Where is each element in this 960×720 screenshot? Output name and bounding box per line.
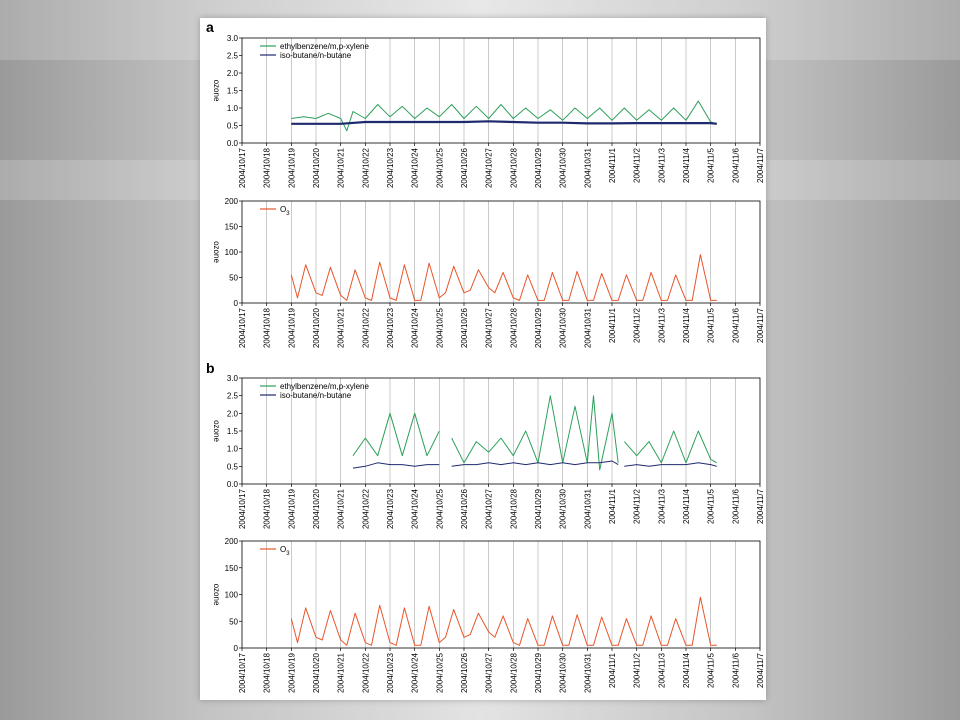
x-tick-label: 2004/11/5	[706, 308, 716, 343]
x-tick-label: 2004/10/20	[312, 148, 321, 189]
x-tick-label: 2004/11/6	[731, 308, 741, 343]
x-tick-label: 2004/11/6	[731, 148, 741, 183]
x-tick-label: 2004/11/3	[657, 489, 667, 524]
x-tick-label: 2004/10/24	[410, 148, 420, 189]
x-tick-label: 2004/11/3	[657, 148, 667, 183]
x-tick-label: 2004/10/23	[386, 308, 395, 349]
plot-frame	[242, 201, 760, 303]
x-tick-label: 2004/10/29	[534, 653, 543, 694]
y-tick-label: 1.5	[226, 427, 238, 436]
y-tick-label: 0	[233, 299, 238, 308]
y-tick-label: 0.0	[226, 139, 238, 148]
x-tick-label: 2004/11/5	[706, 489, 716, 524]
legend-label: $O_3$	[280, 205, 290, 217]
series-line-1	[353, 413, 439, 455]
y-tick-label: 0	[233, 644, 238, 653]
x-tick-label: 2004/10/20	[312, 653, 321, 694]
x-tick-label: 2004/11/1	[608, 489, 617, 524]
x-tick-label: 2004/10/30	[558, 308, 568, 349]
series-line-1	[291, 101, 717, 131]
x-tick-label: 2004/10/27	[484, 653, 494, 694]
x-tick-label: 2004/10/17	[238, 489, 247, 530]
x-tick-label: 2004/10/29	[534, 308, 543, 349]
x-tick-label: 2004/10/31	[583, 489, 593, 530]
x-tick-label: 2004/10/28	[509, 148, 519, 189]
x-tick-label: 2004/11/5	[706, 148, 716, 183]
x-tick-label: 2004/11/7	[756, 308, 765, 343]
x-tick-label: 2004/11/7	[756, 489, 765, 524]
x-tick-label: 2004/11/2	[632, 653, 642, 688]
series-line-2	[624, 463, 717, 467]
y-tick-label: 2.5	[226, 51, 238, 61]
figure-panel	[200, 18, 766, 700]
chart-panel-3	[206, 360, 765, 529]
x-tick-label: 2004/10/18	[262, 308, 272, 349]
y-axis-label: ozone	[212, 241, 221, 263]
x-tick-label: 2004/10/20	[312, 489, 321, 530]
x-tick-label: 2004/10/24	[410, 489, 420, 530]
series-line-1	[452, 396, 619, 470]
x-tick-label: 2004/10/19	[287, 489, 297, 530]
legend-label: iso-butane/n-butane	[280, 51, 352, 60]
y-tick-label: 0.5	[226, 462, 238, 472]
x-tick-label: 2004/10/23	[386, 653, 395, 694]
x-tick-label: 2004/11/4	[682, 489, 691, 524]
x-tick-label: 2004/11/4	[682, 308, 691, 343]
y-tick-label: 1.5	[226, 86, 238, 96]
x-tick-label: 2004/10/22	[361, 489, 371, 530]
x-tick-label: 2004/10/21	[336, 148, 346, 189]
legend-label: iso-butane/n-butane	[280, 391, 352, 400]
x-tick-label: 2004/10/29	[534, 489, 543, 530]
x-tick-label: 2004/11/3	[657, 653, 667, 688]
y-tick-label: 3.0	[226, 374, 238, 383]
x-tick-label: 2004/10/28	[509, 308, 519, 349]
x-tick-label: 2004/10/24	[410, 653, 420, 694]
series-line-2	[452, 461, 619, 466]
x-tick-label: 2004/10/27	[484, 148, 494, 189]
x-tick-label: 2004/10/30	[558, 489, 568, 530]
x-tick-label: 2004/10/19	[287, 148, 297, 189]
x-tick-label: 2004/11/7	[756, 148, 765, 183]
y-axis-label: ozone	[212, 79, 221, 102]
panel-letter: a	[206, 19, 214, 35]
x-tick-label: 2004/11/1	[608, 148, 617, 183]
plot-frame	[242, 541, 760, 648]
x-tick-label: 2004/10/25	[435, 308, 445, 349]
x-tick-label: 2004/10/17	[238, 308, 247, 349]
figure-canvas	[200, 18, 766, 700]
x-tick-label: 2004/10/25	[435, 653, 445, 694]
x-tick-label: 2004/10/20	[312, 308, 321, 349]
x-tick-label: 2004/11/6	[731, 653, 741, 688]
x-tick-label: 2004/10/31	[583, 653, 593, 694]
y-tick-label: 50	[229, 617, 238, 627]
y-tick-label: 200	[224, 537, 238, 546]
series-line-2	[291, 121, 717, 124]
x-tick-label: 2004/10/26	[460, 148, 469, 189]
y-tick-label: 0.0	[226, 480, 238, 489]
x-tick-label: 2004/10/27	[484, 489, 494, 530]
x-tick-label: 2004/11/1	[608, 653, 617, 688]
chart-panel-2	[212, 197, 765, 348]
x-tick-label: 2004/11/4	[682, 148, 691, 183]
x-tick-label: 2004/10/29	[534, 148, 543, 189]
x-tick-label: 2004/10/31	[583, 148, 593, 189]
x-tick-label: 2004/10/18	[262, 148, 272, 189]
x-tick-label: 2004/10/26	[460, 489, 469, 530]
x-tick-label: 2004/10/17	[238, 148, 247, 189]
y-tick-label: 2.5	[226, 391, 238, 401]
x-tick-label: 2004/10/18	[262, 653, 272, 694]
x-tick-label: 2004/11/4	[682, 653, 691, 688]
x-tick-label: 2004/10/28	[509, 489, 519, 530]
legend-label: ethylbenzene/m,p-xylene	[280, 42, 369, 51]
y-tick-label: 100	[224, 248, 238, 257]
chart-panel-1	[206, 19, 765, 188]
x-tick-label: 2004/10/19	[287, 308, 297, 349]
x-tick-label: 2004/10/21	[336, 489, 346, 530]
x-tick-label: 2004/11/7	[756, 653, 765, 688]
y-tick-label: 200	[224, 197, 238, 206]
x-tick-label: 2004/10/22	[361, 308, 371, 349]
x-tick-label: 2004/10/21	[336, 653, 346, 694]
x-tick-label: 2004/10/23	[386, 489, 395, 530]
x-tick-label: 2004/10/21	[336, 308, 346, 349]
legend-label: $O_3$	[280, 545, 290, 557]
y-tick-label: 1.0	[226, 104, 238, 113]
x-tick-label: 2004/11/3	[657, 308, 667, 343]
x-tick-label: 2004/11/5	[706, 653, 716, 688]
y-tick-label: 1.0	[226, 444, 238, 454]
x-tick-label: 2004/10/26	[460, 653, 469, 694]
legend-label: ethylbenzene/m,p-xylene	[280, 382, 369, 391]
x-tick-label: 2004/10/30	[558, 148, 568, 189]
y-tick-label: 2.0	[226, 409, 238, 419]
y-axis-label: ozone	[212, 420, 221, 442]
y-axis-label: ozone	[212, 583, 221, 606]
series-line-1	[291, 597, 717, 645]
x-tick-label: 2004/10/19	[287, 653, 297, 694]
x-tick-label: 2004/10/23	[386, 148, 395, 189]
x-tick-label: 2004/10/25	[435, 148, 445, 189]
x-tick-label: 2004/10/30	[558, 653, 568, 694]
x-tick-label: 2004/10/22	[361, 148, 371, 189]
panel-letter: b	[206, 360, 215, 376]
y-tick-label: 150	[224, 222, 238, 232]
x-tick-label: 2004/10/18	[262, 489, 272, 530]
x-tick-label: 2004/10/31	[583, 308, 593, 349]
x-tick-label: 2004/11/2	[632, 308, 642, 343]
y-tick-label: 50	[229, 273, 238, 283]
y-tick-label: 2.0	[226, 69, 238, 78]
x-tick-label: 2004/11/2	[632, 489, 642, 524]
x-tick-label: 2004/10/22	[361, 653, 371, 694]
x-tick-label: 2004/11/1	[608, 308, 617, 343]
chart-panel-4	[212, 537, 765, 693]
x-tick-label: 2004/11/6	[731, 489, 741, 524]
x-tick-label: 2004/10/26	[460, 308, 469, 349]
series-line-1	[291, 255, 717, 301]
x-tick-label: 2004/10/24	[410, 308, 420, 349]
x-tick-label: 2004/10/27	[484, 308, 494, 349]
series-line-1	[624, 431, 717, 463]
x-tick-label: 2004/10/28	[509, 653, 519, 694]
x-tick-label: 2004/10/25	[435, 489, 445, 530]
x-tick-label: 2004/11/2	[632, 148, 642, 183]
y-tick-label: 3.0	[226, 34, 238, 43]
y-tick-label: 150	[224, 563, 238, 573]
x-tick-label: 2004/10/17	[238, 653, 247, 694]
y-tick-label: 0.5	[226, 121, 238, 131]
series-line-2	[353, 463, 439, 468]
y-tick-label: 100	[224, 590, 238, 600]
